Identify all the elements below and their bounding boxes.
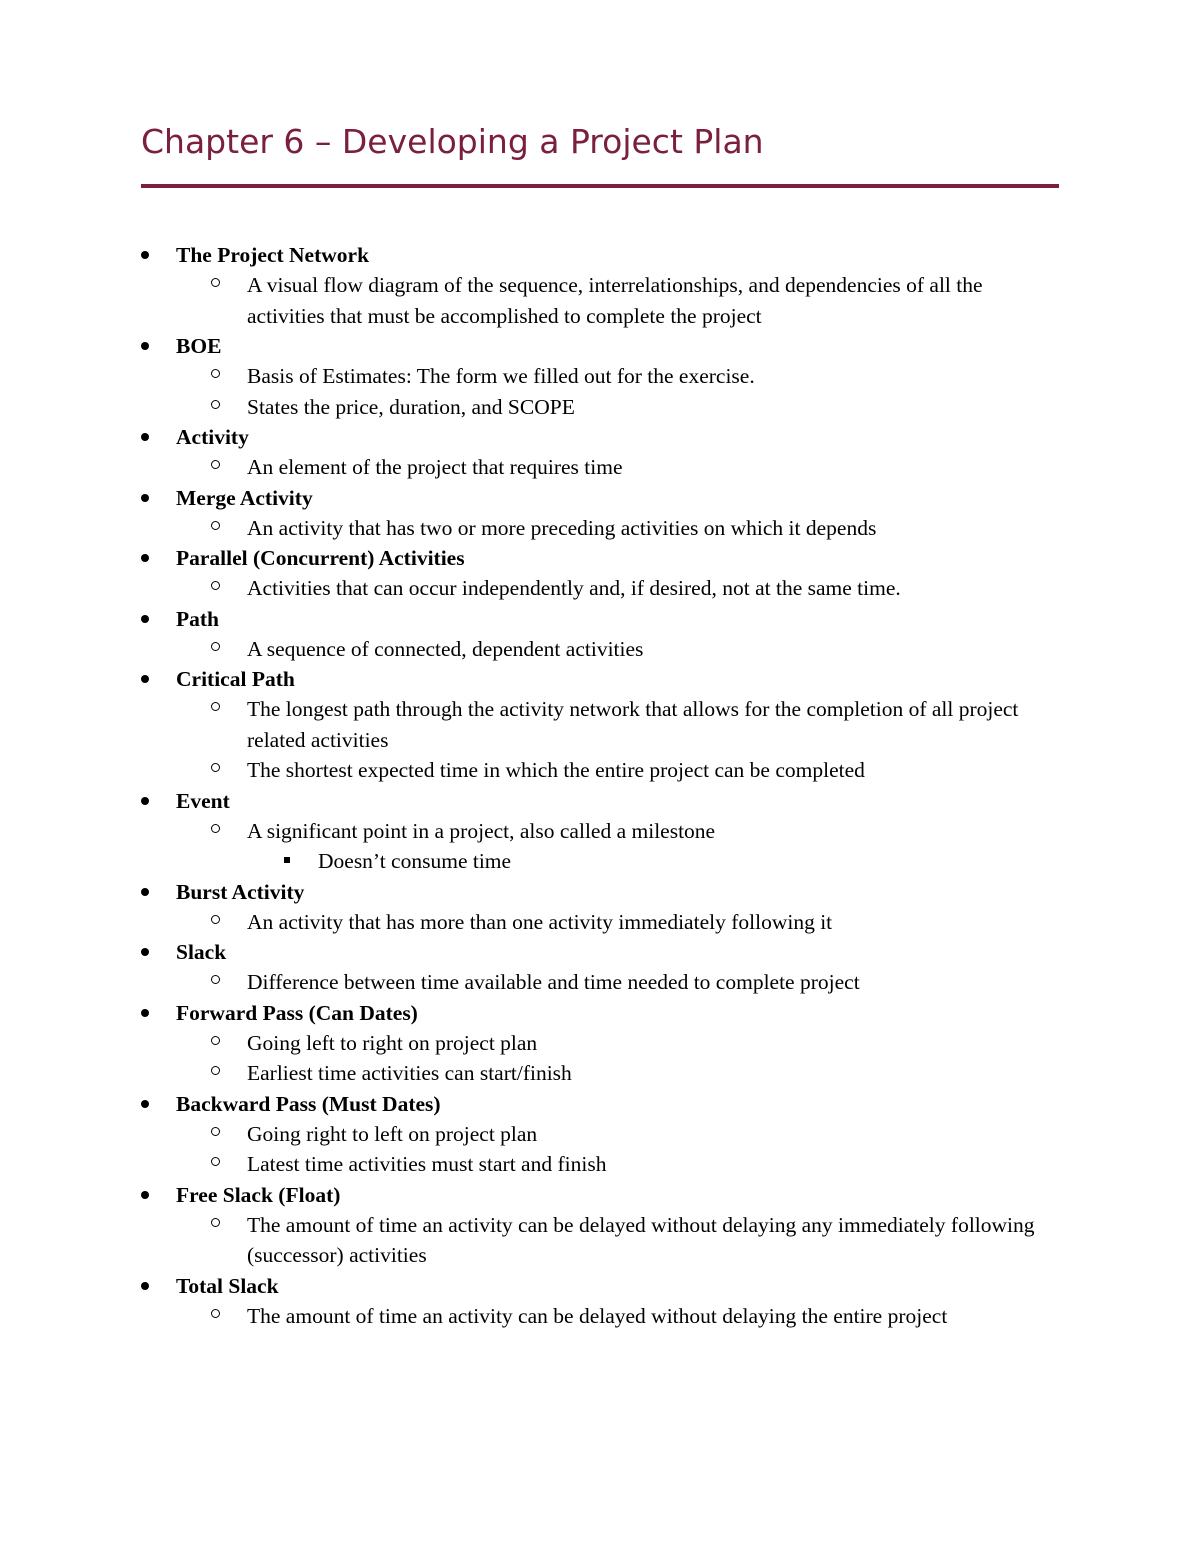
definition-text: Basis of Estimates: The form we filled out for the exercise. — [247, 364, 755, 388]
definition-item — [247, 816, 1061, 877]
hollow-circle-bullet-icon — [211, 521, 220, 530]
hollow-circle-bullet-icon — [211, 1066, 220, 1075]
term-heading: BOE — [176, 334, 222, 358]
definition-item — [247, 1058, 1061, 1089]
glossary-item — [141, 543, 1061, 604]
hollow-circle-bullet-icon — [211, 460, 220, 469]
hollow-circle-bullet-icon — [211, 1036, 220, 1045]
definition-list — [176, 573, 1061, 604]
glossary-item — [141, 1271, 1061, 1332]
glossary-item — [141, 604, 1061, 665]
glossary-item — [141, 998, 1061, 1089]
definition-text: Going right to left on project plan — [247, 1121, 538, 1146]
term-heading: Slack — [176, 940, 227, 964]
term-heading: Backward Pass (Must Dates) — [176, 1091, 441, 1116]
definition-text: Earliest time activities can start/finish — [247, 1061, 572, 1085]
term-heading: Critical Path — [176, 667, 295, 691]
definition-item — [247, 361, 1061, 392]
title-underline — [141, 184, 1059, 188]
note-list — [247, 846, 1061, 877]
term-heading: Parallel (Concurrent) Activities — [176, 546, 465, 570]
glossary-item — [141, 786, 1061, 877]
definition-text: An element of the project that requires time — [247, 455, 623, 479]
glossary-item — [141, 1089, 1061, 1180]
definition-item — [247, 907, 1061, 938]
definition-list — [176, 1210, 1061, 1271]
glossary-item — [141, 877, 1061, 938]
bullet-dot-icon — [141, 1282, 149, 1290]
bullet-dot-icon — [141, 1009, 149, 1017]
glossary-item — [141, 240, 1061, 331]
definition-text: The amount of time an activity can be delayed without delaying any immediately following (successor) activities — [247, 1212, 1035, 1267]
definition-text: A sequence of connected, dependent activities — [247, 636, 644, 661]
definition-text: The shortest expected time in which the entire project can be completed — [247, 758, 865, 782]
bullet-dot-icon — [141, 888, 149, 896]
hollow-circle-bullet-icon — [211, 1157, 220, 1166]
glossary-item — [141, 331, 1061, 422]
term-heading: Event — [176, 788, 230, 813]
bullet-dot-icon — [141, 494, 149, 502]
definition-item — [247, 694, 1061, 755]
bullet-dot-icon — [141, 433, 149, 441]
term-heading: The Project Network — [176, 243, 370, 267]
hollow-circle-bullet-icon — [211, 915, 220, 924]
hollow-circle-bullet-icon — [211, 278, 220, 287]
bullet-dot-icon — [141, 797, 149, 805]
definition-item — [247, 1149, 1061, 1180]
definition-item — [247, 1301, 1061, 1332]
bullet-dot-icon — [141, 1100, 149, 1108]
definition-list — [176, 452, 1061, 483]
definition-item — [247, 392, 1061, 423]
definition-list — [176, 1301, 1061, 1332]
note-item — [318, 846, 1061, 877]
definition-text: An activity that has more than one activity immediately following it — [247, 909, 833, 934]
definition-item — [247, 967, 1061, 998]
hollow-circle-bullet-icon — [211, 763, 220, 772]
definition-list — [176, 634, 1061, 665]
glossary-item — [141, 422, 1061, 483]
definition-text: The amount of time an activity can be delayed without delaying the entire project — [247, 1303, 948, 1328]
glossary-list — [141, 240, 1061, 1331]
glossary-item — [141, 664, 1061, 786]
definition-text: Activities that can occur independently and, if desired, not at the same time. — [247, 576, 901, 600]
hollow-circle-bullet-icon — [211, 824, 220, 833]
glossary-item — [141, 483, 1061, 544]
definition-list — [176, 694, 1061, 786]
hollow-circle-bullet-icon — [211, 1309, 220, 1318]
definition-text: Going left to right on project plan — [247, 1030, 538, 1055]
bullet-dot-icon — [141, 1191, 149, 1199]
term-heading: Total Slack — [176, 1273, 279, 1298]
definition-list — [176, 270, 1061, 331]
note-text: Doesn’t consume time — [318, 849, 512, 873]
definition-item — [247, 270, 1061, 331]
definition-text: A visual flow diagram of the sequence, interrelationships, and dependencies of all the activities that must be accomplished to complete the project — [247, 273, 983, 328]
bullet-dot-icon — [141, 675, 149, 683]
definition-item — [247, 1210, 1061, 1271]
definition-item — [247, 513, 1061, 544]
definition-text: A significant point in a project, also called a milestone — [247, 818, 716, 843]
definition-text: States the price, duration, and SCOPE — [247, 394, 575, 419]
definition-list — [176, 1119, 1061, 1180]
definition-item — [247, 452, 1061, 483]
definition-list — [176, 361, 1061, 422]
hollow-circle-bullet-icon — [211, 1218, 220, 1227]
page-title: Chapter 6 – Developing a Project Plan — [141, 122, 764, 161]
hollow-circle-bullet-icon — [211, 702, 220, 711]
hollow-circle-bullet-icon — [211, 581, 220, 590]
term-heading: Forward Pass (Can Dates) — [176, 1000, 418, 1025]
term-heading: Merge Activity — [176, 485, 313, 510]
hollow-circle-bullet-icon — [211, 400, 220, 409]
bullet-dot-icon — [141, 948, 149, 956]
term-heading: Path — [176, 606, 219, 631]
bullet-dot-icon — [141, 251, 149, 259]
hollow-circle-bullet-icon — [211, 642, 220, 651]
bullet-dot-icon — [141, 615, 149, 623]
term-heading: Burst Activity — [176, 879, 305, 904]
definition-list — [176, 513, 1061, 544]
definition-item — [247, 634, 1061, 665]
definition-text: Latest time activities must start and finish — [247, 1152, 607, 1176]
hollow-circle-bullet-icon — [211, 369, 220, 378]
square-bullet-icon — [284, 857, 290, 863]
glossary-item — [141, 1180, 1061, 1271]
definition-item — [247, 1028, 1061, 1059]
definition-item — [247, 755, 1061, 786]
definition-text: The longest path through the activity network that allows for the completion of all project related activities — [247, 697, 1019, 752]
bullet-dot-icon — [141, 554, 149, 562]
definition-list — [176, 967, 1061, 998]
term-heading: Activity — [176, 425, 249, 449]
term-heading: Free Slack (Float) — [176, 1182, 341, 1207]
bullet-dot-icon — [141, 342, 149, 350]
glossary-item — [141, 937, 1061, 998]
definition-list — [176, 907, 1061, 938]
definition-list — [176, 1028, 1061, 1089]
definition-list — [176, 816, 1061, 877]
hollow-circle-bullet-icon — [211, 975, 220, 984]
definition-text: Difference between time available and time needed to complete project — [247, 970, 860, 994]
definition-item — [247, 573, 1061, 604]
definition-item — [247, 1119, 1061, 1150]
definition-text: An activity that has two or more preceding activities on which it depends — [247, 515, 877, 540]
hollow-circle-bullet-icon — [211, 1127, 220, 1136]
